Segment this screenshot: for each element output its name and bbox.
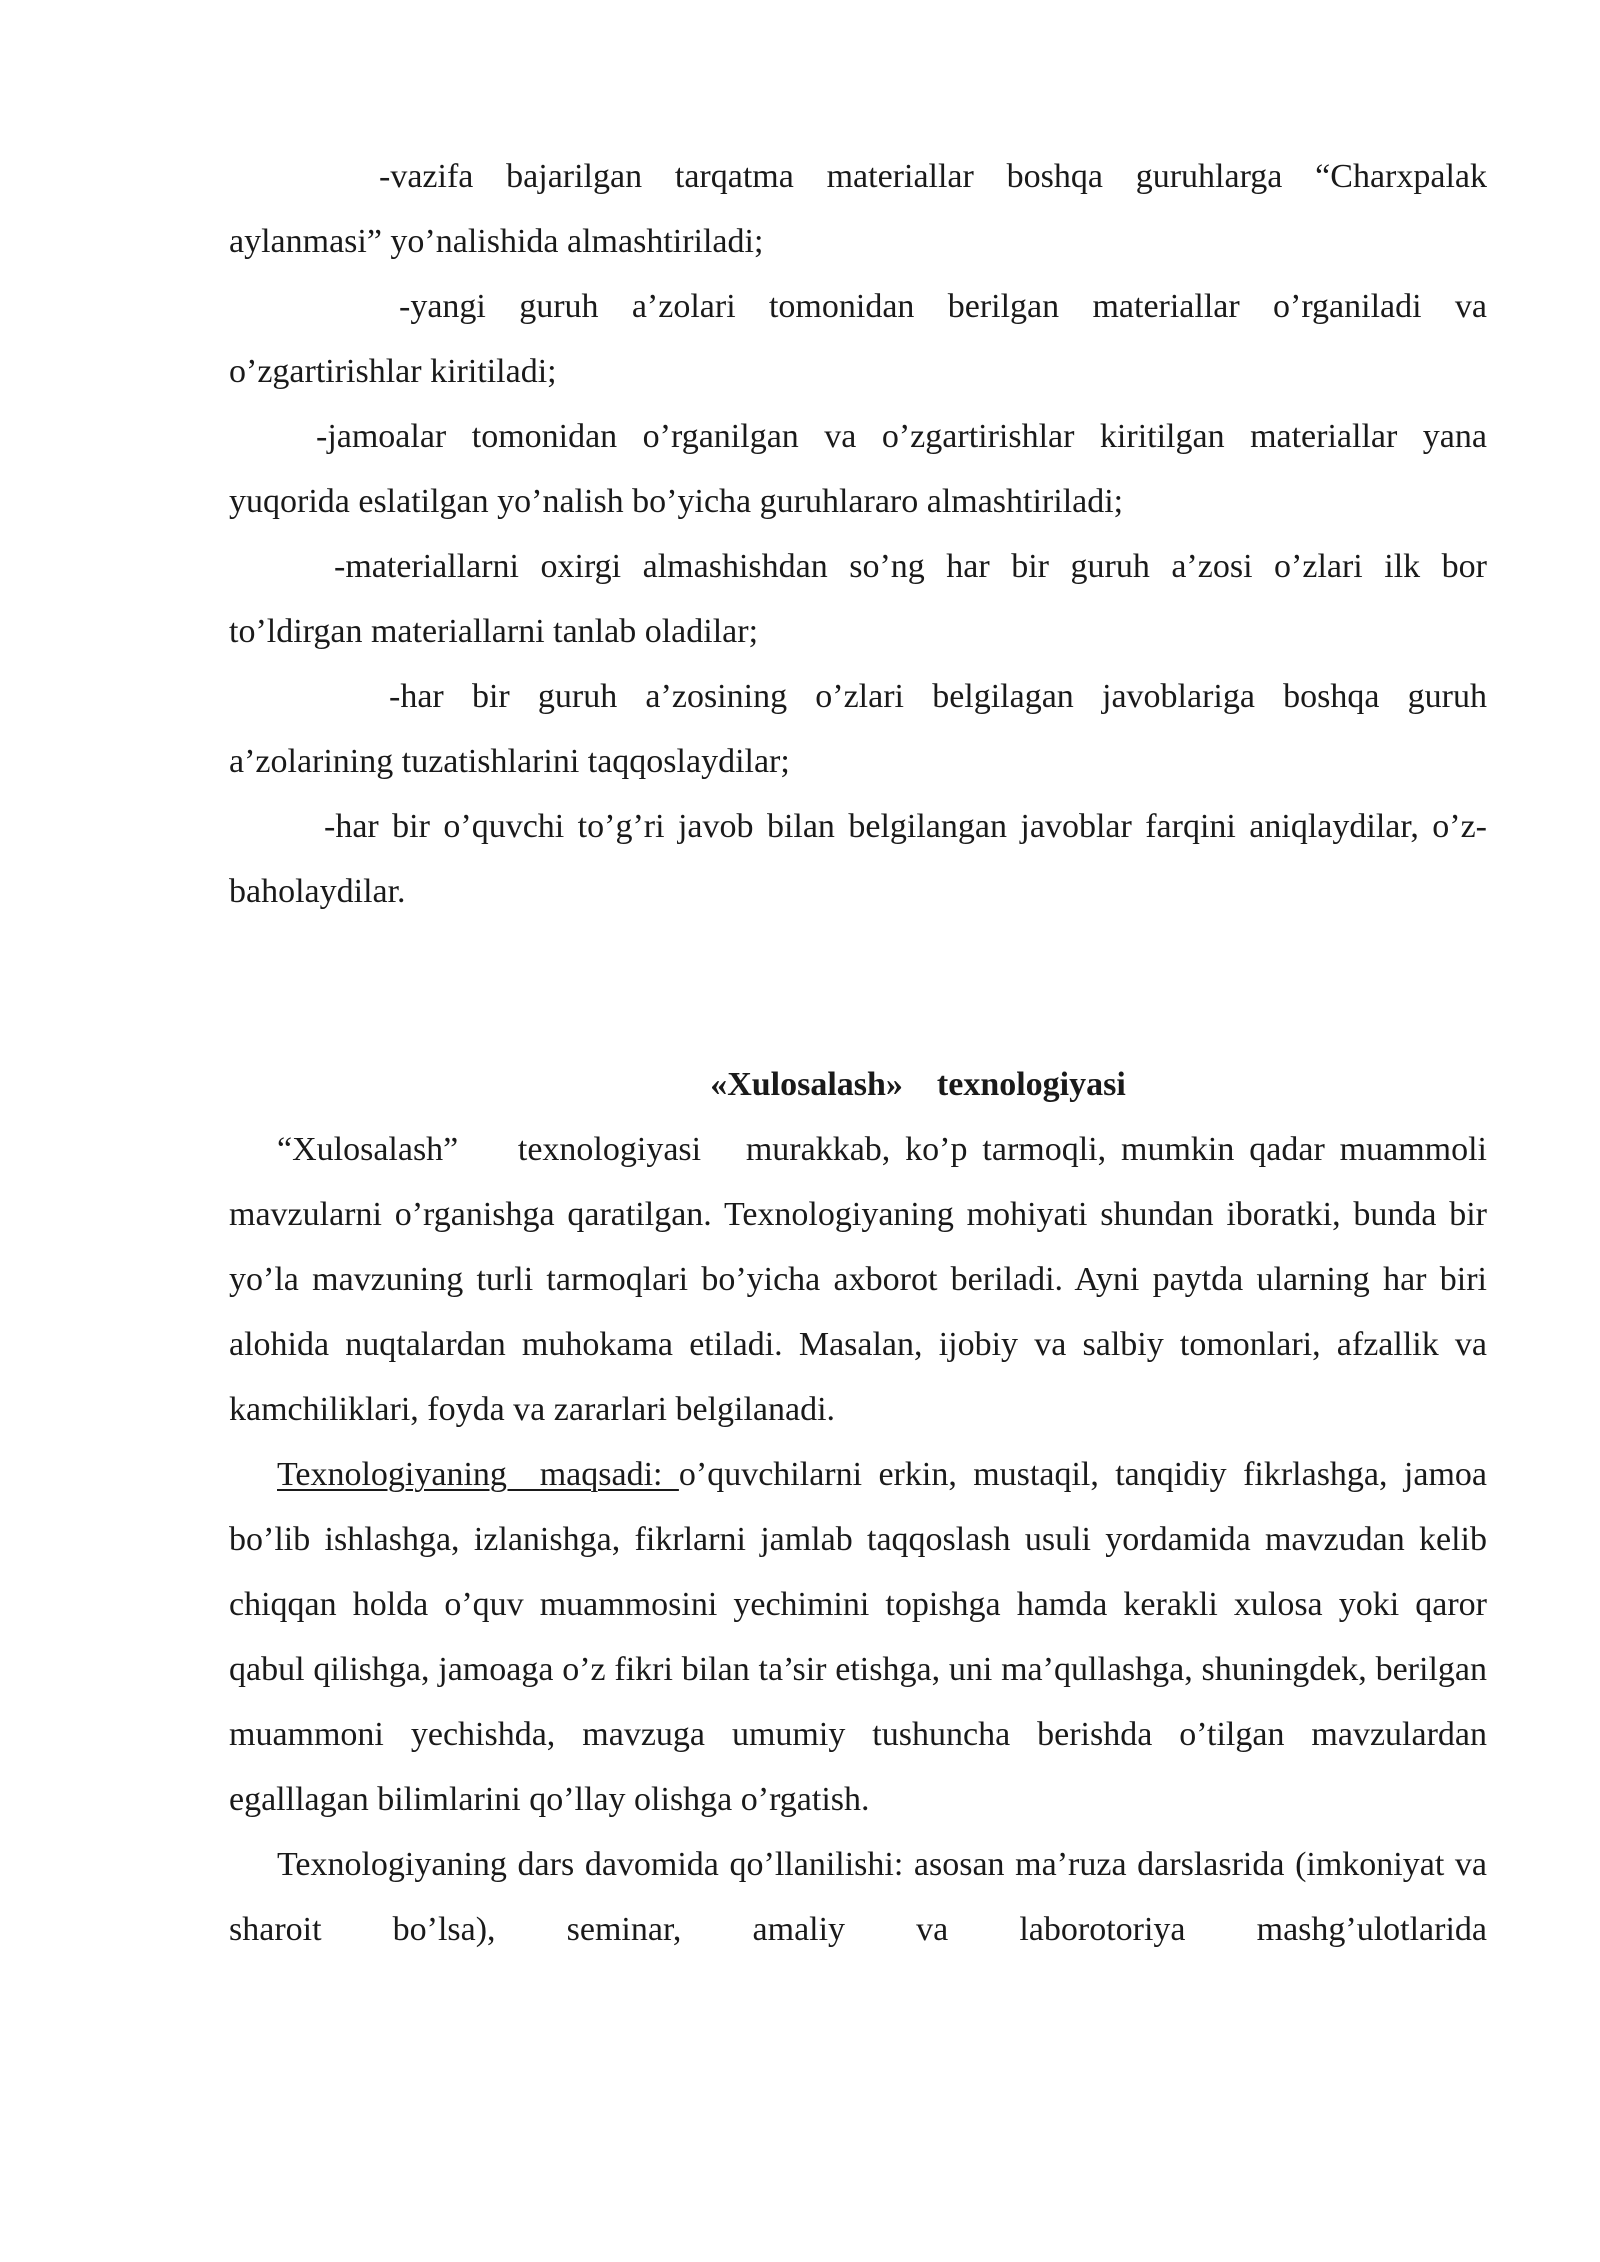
intro-paragraph xyxy=(229,1117,1487,1442)
bullet-item-4: -materiallarni oxirgi almashishdan so’ng har bir guruh a’zosi o’zlari ilk bor to’ldirgan materiallarni tanlab oladilar; xyxy=(229,548,1487,650)
bullet-item-6: -har bir o’quvchi to’g’ri javob bilan belgilangan javoblar farqini aniqlaydilar, o’z- baholaydilar. xyxy=(229,808,1487,910)
intro-rest: murakkab, ko’p tarmoqli, mumkin qadar muammoli mavzularni o’rganishga qaratilgan. Texnologiyaning mohiyati shundan iboratki, bunda bir yo’la mavzuning turli tarmoqlari bo’yicha axborot beriladi. Ayni paytda ularning har biri alohida nuqtalardan muhokama etiladi. Masalan, ijobiy va salbiy tomonlari, afzallik va kamchiliklari, foyda va zararlari belgilanadi. xyxy=(229,1131,1487,1428)
goal-paragraph xyxy=(229,1442,1487,1832)
bullet-item-1: -vazifa bajarilgan tarqatma materiallar boshqa guruhlarga “Charxpalak aylanmasi” yo’nalishida almashtiriladi; xyxy=(229,158,1487,260)
section-heading: «Xulosalash» texnologiyasi xyxy=(710,1066,1126,1103)
section-xulosalash xyxy=(229,1052,1487,1962)
usage-paragraph: Texnologiyaning dars davomida qo’llanilishi: asosan ma’ruza darslasrida (imkoniyat va sharoit bo’lsa), seminar, amaliy va laborotoriya mashg’ulotlarida xyxy=(229,1846,1487,1948)
goal-label: Texnologiyaning maqsadi: xyxy=(277,1456,679,1493)
goal-text: o’quvchilarni erkin, mustaqil, tanqidiy fikrlashga, jamoa bo’lib ishlashga, izlanishga, fikrlarni jamlab taqqoslash usuli yordamida mavzudan kelib chiqqan holda o’quv muammosini yechimini topishga hamda kerakli xulosa yoki qaror qabul qilishga, jamoaga o’z fikri bilan ta’sir etishga, uni ma’qullashga, shuningdek, berilgan muammoni yechishda, mavzuga umumiy tushuncha berishda o’tilgan mavzulardan egalllagan bilimlarini qo’llay olishga o’rgatish. xyxy=(229,1456,1487,1818)
bullet-list xyxy=(229,144,1487,924)
bullet-item-2: -yangi guruh a’zolari tomonidan berilgan materiallar o’rganiladi va o’zgartirishlar kiritiladi; xyxy=(229,288,1487,390)
bullet-item-5: -har bir guruh a’zosining o’zlari belgilagan javoblariga boshqa guruh a’zolarining tuzatishlarini taqqoslaydilar; xyxy=(229,678,1487,780)
intro-lead: “Xulosalash” texnologiyasi xyxy=(277,1131,746,1168)
bullet-item-3: -jamoalar tomonidan o’rganilgan va o’zgartirishlar kiritilgan materiallar yana yuqorida eslatilgan yo’nalish bo’yicha guruhlararo almashtiriladi; xyxy=(229,418,1487,520)
